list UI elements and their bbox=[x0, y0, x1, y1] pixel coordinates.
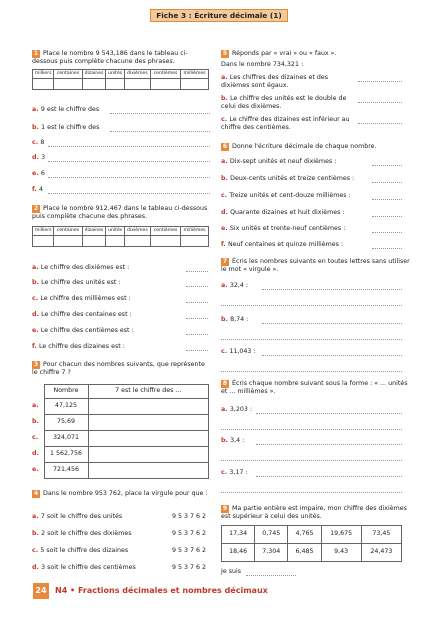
exercise-8-extra-line-0 bbox=[221, 429, 402, 430]
exercise-9-cell: 7,304 bbox=[255, 544, 288, 562]
exercise-7-item-0-text: 32,4 : bbox=[229, 282, 248, 289]
exercise-7-item-0-letter: a. bbox=[221, 282, 230, 289]
exercise-1-table-header-0: milliers bbox=[33, 70, 54, 79]
exercise-4-item-0-letter: a. bbox=[32, 513, 41, 520]
exercise-3-row-number: 75,69 bbox=[44, 415, 88, 431]
exercise-6-item-1-text: Deux-cents unités et treize centièmes : bbox=[230, 175, 355, 182]
exercise-3-row-answer bbox=[88, 399, 209, 415]
exercise-5-intro: Dans le nombre 734,321 : bbox=[221, 61, 304, 68]
exercise-7-prompt bbox=[221, 258, 411, 274]
exercise-5-item-2-letter: c. bbox=[221, 116, 230, 123]
exercise-8-item-2-text: 3,17 : bbox=[229, 469, 248, 476]
exercise-8-extra-line-2 bbox=[221, 492, 402, 493]
exercise-3-row-2 bbox=[32, 431, 209, 447]
exercise-4-digits-3: 9 5 3 7 6 2 bbox=[172, 564, 207, 571]
exercise-1-item-1-answer-line bbox=[110, 131, 210, 132]
exercise-2-item-0-answer-line bbox=[186, 271, 208, 272]
exercise-2-item-4-letter: e. bbox=[32, 327, 41, 334]
exercise-6-item-3-answer-line bbox=[372, 216, 402, 217]
exercise-9-cell: 4,765 bbox=[288, 526, 321, 544]
exercise-5-item-2-text: Le chiffre des dizaines est inférieur au chiffre des centièmes. bbox=[221, 116, 350, 132]
exercise-6-item-5-letter: f. bbox=[221, 241, 228, 248]
exercise-4-item-3-text: 3 soit le chiffre des centièmes bbox=[41, 564, 136, 571]
exercise-9-prompt-text: Ma partie entière est impaire, mon chiffre des dixièmes est supérieur à celui des unités. bbox=[221, 505, 407, 521]
exercise-8-item-1-text: 3,4 : bbox=[230, 437, 245, 444]
exercise-2-item-0-text: Le chiffre des dixièmes est : bbox=[40, 264, 130, 271]
exercise-3-prompt-badge: 3 bbox=[33, 361, 39, 368]
exercise-4-digits-1: 9 5 3 7 6 2 bbox=[172, 530, 207, 537]
exercise-3-row-letter: d. bbox=[32, 450, 39, 458]
exercise-9-cell: 6,485 bbox=[288, 544, 321, 562]
exercise-2-table-header-1: centaines bbox=[54, 227, 82, 236]
exercise-8-item-2-letter: c. bbox=[221, 469, 230, 476]
exercise-1-item-3-text: 3 bbox=[41, 154, 46, 161]
exercise-1-item-4-text: 6 bbox=[40, 170, 45, 177]
exercise-1-table-cell-3 bbox=[106, 79, 124, 90]
exercise-3-row-1 bbox=[32, 415, 209, 431]
exercise-3-row-number: 1 562,756 bbox=[44, 447, 88, 463]
exercise-6-prompt-text: Donne l'écriture décimale de chaque nombre. bbox=[232, 143, 377, 150]
exercise-9-answer-line bbox=[246, 575, 296, 576]
exercise-2-item-2-text: Le chiffre des millièmes est : bbox=[40, 295, 131, 302]
exercise-2-item-5-text: Le chiffre des dizaines est : bbox=[38, 343, 125, 350]
exercise-3-row-0 bbox=[32, 399, 209, 415]
exercise-1-item-4-answer-line bbox=[48, 177, 210, 178]
exercise-2-table-cell-4 bbox=[124, 236, 150, 247]
exercise-2-item-4-text: Le chiffre des centièmes est : bbox=[40, 327, 134, 334]
exercise-2-item-3-answer-line bbox=[186, 318, 208, 319]
exercise-1-table-cell-0 bbox=[33, 79, 54, 90]
exercise-5-prompt-text: Réponds par « vrai » ou « faux ». bbox=[232, 50, 337, 57]
exercise-3-prompt-text: Pour chacun des nombres suivants, que représente le chiffre 7 ? bbox=[32, 361, 205, 377]
exercise-3-row-number: 324,071 bbox=[44, 431, 88, 447]
exercise-6-item-0-answer-line bbox=[372, 165, 402, 166]
exercise-3-row-4 bbox=[32, 463, 209, 479]
exercise-3-row-answer bbox=[88, 447, 209, 463]
exercise-2-table-header-6: millièmes bbox=[181, 227, 209, 236]
exercise-6-item-5-answer-line bbox=[372, 248, 402, 249]
exercise-2-table-header-3: unités bbox=[106, 227, 124, 236]
exercise-9-row-1 bbox=[222, 544, 402, 562]
exercise-5-item-2 bbox=[221, 116, 356, 132]
exercise-2-table-header-0: milliers bbox=[33, 227, 54, 236]
exercise-6-item-4-answer-line bbox=[372, 232, 402, 233]
exercise-8-item-1-letter: b. bbox=[221, 437, 231, 444]
exercise-4-item-1-letter: b. bbox=[32, 530, 42, 537]
exercise-7-item-0-answer-line bbox=[262, 289, 402, 290]
exercise-1-table-header-5: centièmes bbox=[150, 70, 180, 79]
exercise-8-item-0-letter: a. bbox=[221, 406, 230, 413]
exercise-6-item-2-letter: c. bbox=[221, 192, 230, 199]
exercise-7-item-2-text: 11,043 : bbox=[229, 348, 256, 355]
exercise-2-item-3-text: Le chiffre des centaines est : bbox=[41, 311, 132, 318]
exercise-9-cell: 0,745 bbox=[255, 526, 288, 544]
exercise-2-table-header-row bbox=[33, 227, 209, 236]
exercise-1-prompt bbox=[32, 50, 212, 66]
exercise-1-item-3-answer-line bbox=[48, 161, 210, 162]
exercise-6-prompt-badge: 6 bbox=[222, 143, 228, 150]
exercise-4-item-2-letter: c. bbox=[32, 547, 41, 554]
exercise-1-item-2-answer-line bbox=[48, 146, 210, 147]
exercise-1-prompt-text: Place le nombre 9 543,186 dans le tableau ci-dessous puis complète chacune des phrases. bbox=[32, 50, 188, 66]
exercise-7-prompt-badge: 7 bbox=[222, 258, 228, 265]
exercise-5-item-0-letter: a. bbox=[221, 74, 230, 81]
exercise-9-cell: 19,675 bbox=[321, 526, 361, 544]
exercise-1-table-header-3: unités bbox=[106, 70, 124, 79]
exercise-6-item-4-text: Six unités et trente-neuf centièmes : bbox=[229, 225, 346, 232]
exercise-4-digits-0: 9 5 3 7 6 2 bbox=[172, 513, 207, 520]
exercise-1-prompt-badge: 1 bbox=[33, 50, 39, 57]
exercise-7-prompt-text: Écris les nombres suivants en toutes lettres sans utiliser le mot « virgule ». bbox=[221, 258, 410, 274]
exercise-3-row-number: 47,125 bbox=[44, 399, 88, 415]
exercise-9-prompt bbox=[221, 505, 411, 521]
exercise-6-item-1 bbox=[221, 175, 381, 183]
exercise-3-corner bbox=[32, 385, 44, 399]
exercise-2-table-answer-row bbox=[33, 236, 209, 247]
exercise-1-item-1-letter: b. bbox=[32, 124, 42, 131]
exercise-3-header-answer: 7 est le chiffre des ... bbox=[88, 385, 209, 399]
exercise-2-table-header-2: dizaines bbox=[82, 227, 106, 236]
exercise-2-prompt-badge: 2 bbox=[33, 205, 39, 212]
exercise-7-item-2-letter: c. bbox=[221, 348, 230, 355]
exercise-7-item-1-letter: b. bbox=[221, 316, 231, 323]
exercise-3-row-answer bbox=[88, 415, 209, 431]
exercise-2-item-2-answer-line bbox=[186, 302, 208, 303]
exercise-9-answer: Je suis bbox=[221, 568, 242, 575]
exercise-6-item-0-text: Dix-sept unités et neuf dixièmes : bbox=[229, 158, 337, 165]
exercise-4-prompt bbox=[32, 490, 212, 498]
exercise-6-item-5 bbox=[221, 241, 381, 249]
exercise-3-row-letter: b. bbox=[32, 418, 39, 426]
exercise-5-item-1 bbox=[221, 95, 356, 111]
exercise-3-row-letter: c. bbox=[32, 434, 39, 442]
exercise-1-table-header-4: dixièmes bbox=[124, 70, 150, 79]
exercise-7-item-1-text: 8,74 : bbox=[230, 316, 249, 323]
exercise-4-item-2-text: 5 soit le chiffre des dizaines bbox=[40, 547, 129, 554]
exercise-5-item-1-text: Le chiffre des unités est le double de celui des dixièmes. bbox=[221, 95, 347, 111]
exercise-4-item-0 bbox=[32, 513, 182, 521]
exercise-8-prompt bbox=[221, 380, 411, 396]
exercise-9-cell: 73,45 bbox=[361, 526, 401, 544]
exercise-3-header-row bbox=[32, 385, 209, 399]
exercise-8-extra-line-1 bbox=[221, 460, 402, 461]
exercise-9-cell: 24,473 bbox=[361, 544, 401, 562]
exercise-4-prompt-text: Dans le nombre 953 762, place la virgule pour que : bbox=[43, 490, 208, 497]
exercise-2-item-5-answer-line bbox=[186, 350, 208, 351]
exercise-1-table-header-row bbox=[33, 70, 209, 79]
exercise-2-item-0-letter: a. bbox=[32, 264, 41, 271]
exercise-1-item-3-letter: d. bbox=[32, 154, 42, 161]
exercise-8-item-1-answer-line bbox=[256, 444, 402, 445]
exercise-1-item-0-text: 9 est le chiffre des bbox=[40, 106, 100, 113]
exercise-2-item-4-answer-line bbox=[186, 334, 208, 335]
exercise-9-cell: 18,46 bbox=[222, 544, 255, 562]
exercise-4-item-2 bbox=[32, 547, 182, 555]
exercise-3-row-letter: e. bbox=[32, 466, 39, 474]
exercise-1-item-5-text: 4 bbox=[38, 186, 43, 193]
exercise-1-item-1-text: 1 est le chiffre des bbox=[41, 124, 100, 131]
exercise-2-table-header-5: centièmes bbox=[150, 227, 180, 236]
exercise-6-item-2-answer-line bbox=[372, 199, 402, 200]
footer-title: N4 • Fractions décimales et nombres décimaux bbox=[55, 586, 268, 595]
exercise-5-item-0-answer-line bbox=[358, 81, 402, 82]
exercise-7-item-1-answer-line bbox=[262, 323, 402, 324]
exercise-2-table-cell-2 bbox=[82, 236, 106, 247]
exercise-7-extra-line-1 bbox=[221, 339, 402, 340]
exercise-2-table-cell-3 bbox=[106, 236, 124, 247]
exercise-3-row-letter: a. bbox=[32, 402, 39, 410]
exercise-1-table-cell-5 bbox=[150, 79, 180, 90]
exercise-6-item-2-text: Treize unités et cent-douze millièmes : bbox=[229, 192, 351, 199]
exercise-2-item-1-answer-line bbox=[186, 286, 208, 287]
exercise-1-item-0-answer-line bbox=[110, 113, 210, 114]
exercise-9-cell: 9,43 bbox=[321, 544, 361, 562]
exercise-1-item-2-text: 8 bbox=[40, 139, 45, 146]
exercise-6-item-0 bbox=[221, 158, 381, 166]
exercise-9-row-0 bbox=[222, 526, 402, 544]
exercise-1-table-header-2: dizaines bbox=[82, 70, 106, 79]
exercise-1-table-cell-2 bbox=[82, 79, 106, 90]
exercise-5-prompt-badge: 5 bbox=[222, 50, 228, 57]
exercise-7-item-2-answer-line bbox=[262, 355, 402, 356]
exercise-3-header-number: Nombre bbox=[44, 385, 88, 399]
exercise-3-row-number: 721,456 bbox=[44, 463, 88, 479]
exercise-1-table-header-6: millièmes bbox=[181, 70, 209, 79]
exercise-6-item-1-letter: b. bbox=[221, 175, 231, 182]
exercise-5-prompt bbox=[221, 50, 411, 58]
exercise-6-item-1-answer-line bbox=[372, 182, 402, 183]
exercise-1-item-0-letter: a. bbox=[32, 106, 41, 113]
exercise-4-item-1 bbox=[32, 530, 182, 538]
exercise-2-table-cell-5 bbox=[150, 236, 180, 247]
exercise-6-item-2 bbox=[221, 192, 381, 200]
exercise-1-item-2-letter: c. bbox=[32, 139, 41, 146]
exercise-4-item-0-text: 7 soit le chiffre des unités bbox=[40, 513, 123, 520]
exercise-7-extra-line-0 bbox=[221, 305, 402, 306]
exercise-3-row-answer bbox=[88, 463, 209, 479]
exercise-3-row-3 bbox=[32, 447, 209, 463]
exercise-1-table-header-1: centaines bbox=[54, 70, 82, 79]
exercise-1-table-cell-4 bbox=[124, 79, 150, 90]
exercise-5-item-1-answer-line bbox=[358, 102, 402, 103]
exercise-6-item-3-text: Quarante dizaines et huit dixièmes : bbox=[230, 209, 345, 216]
page-number: 24 bbox=[33, 583, 49, 599]
exercise-1-table-cell-1 bbox=[54, 79, 82, 90]
exercise-2-item-1-text: Le chiffre des unités est : bbox=[41, 279, 121, 286]
exercise-6-item-4 bbox=[221, 225, 381, 233]
exercise-1-table-cell-6 bbox=[181, 79, 209, 90]
exercise-8-item-0-text: 3,203 : bbox=[229, 406, 252, 413]
exercise-4-item-3 bbox=[32, 564, 182, 572]
exercise-9-cell: 17,34 bbox=[222, 526, 255, 544]
exercise-2-item-1-letter: b. bbox=[32, 279, 42, 286]
exercise-4-item-3-letter: d. bbox=[32, 564, 42, 571]
exercise-2-table-cell-0 bbox=[33, 236, 54, 247]
exercise-5-item-1-letter: b. bbox=[221, 95, 231, 102]
exercise-4-prompt-badge: 4 bbox=[33, 490, 39, 497]
exercise-7-extra-line-2 bbox=[221, 371, 402, 372]
exercise-6-item-5-text: Neuf centaines et quinze millièmes : bbox=[227, 241, 344, 248]
exercise-2-prompt bbox=[32, 205, 212, 221]
exercise-2-table-cell-1 bbox=[54, 236, 82, 247]
exercise-3-prompt bbox=[32, 361, 212, 377]
exercise-4-item-1-text: 2 soit le chiffre des dixièmes bbox=[41, 530, 132, 537]
exercise-6-prompt bbox=[221, 143, 411, 151]
exercise-1-item-5-letter: f. bbox=[32, 186, 39, 193]
exercise-8-item-2-answer-line bbox=[256, 476, 402, 477]
exercise-6-item-4-letter: e. bbox=[221, 225, 230, 232]
exercise-3-row-answer bbox=[88, 431, 209, 447]
exercise-6-item-3 bbox=[221, 209, 381, 217]
exercise-2-table-header-4: dixièmes bbox=[124, 227, 150, 236]
exercise-1-item-5-answer-line bbox=[48, 193, 210, 194]
exercise-8-prompt-badge: 8 bbox=[222, 380, 228, 387]
exercise-2-item-5-letter: f. bbox=[32, 343, 39, 350]
exercise-1-table bbox=[32, 69, 209, 90]
exercise-3-table bbox=[32, 384, 209, 479]
exercise-2-prompt-text: Place le nombre 912,467 dans le tableau ci-dessous puis complète chacune des phrases. bbox=[32, 205, 208, 221]
exercise-2-item-2-letter: c. bbox=[32, 295, 41, 302]
exercise-6-item-3-letter: d. bbox=[221, 209, 231, 216]
exercise-5-item-0-text: Les chiffres des dizaines et des dixièmes sont égaux. bbox=[221, 74, 329, 90]
exercise-4-digits-2: 9 5 3 7 6 2 bbox=[172, 547, 207, 554]
exercise-2-item-3-letter: d. bbox=[32, 311, 42, 318]
exercise-8-item-0-answer-line bbox=[256, 413, 402, 414]
page-title: Fiche 3 : Écriture décimale (1) bbox=[150, 9, 288, 22]
exercise-5-item-0 bbox=[221, 74, 356, 90]
exercise-6-item-0-letter: a. bbox=[221, 158, 230, 165]
exercise-1-item-4-letter: e. bbox=[32, 170, 41, 177]
exercise-9-table bbox=[221, 525, 402, 562]
exercise-2-table bbox=[32, 226, 209, 247]
exercise-9-prompt-badge: 9 bbox=[222, 505, 228, 512]
exercise-8-prompt-text: Écris chaque nombre suivant sous la forme : « ... unités et ... millièmes ». bbox=[221, 380, 408, 396]
exercise-5-item-2-answer-line bbox=[358, 123, 402, 124]
exercise-2-table-cell-6 bbox=[181, 236, 209, 247]
exercise-1-table-answer-row bbox=[33, 79, 209, 90]
